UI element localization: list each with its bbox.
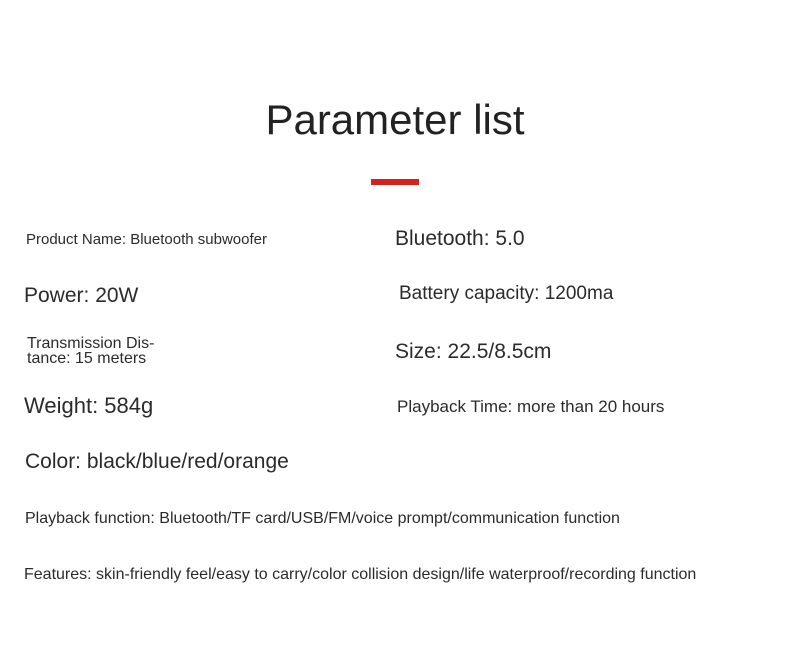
title-underline-accent <box>371 179 419 185</box>
param-battery-capacity: Battery capacity: 1200ma <box>399 283 614 304</box>
param-playback-function: Playback function: Bluetooth/TF card/USB/FM/voice prompt/communication function <box>25 510 620 527</box>
param-bluetooth: Bluetooth: 5.0 <box>395 227 525 250</box>
param-playback-time: Playback Time: more than 20 hours <box>397 397 665 416</box>
param-color: Color: black/blue/red/orange <box>25 450 289 473</box>
param-size: Size: 22.5/8.5cm <box>395 340 552 363</box>
param-transmission-distance: Transmission Dis-tance: 15 meters <box>27 335 155 367</box>
param-power: Power: 20W <box>24 284 139 307</box>
param-weight: Weight: 584g <box>24 393 154 418</box>
param-product-name: Product Name: Bluetooth subwoofer <box>26 231 267 248</box>
page-title: Parameter list <box>265 96 525 143</box>
param-features: Features: skin-friendly feel/easy to carry/color collision design/life waterproof/recording function <box>24 566 697 583</box>
